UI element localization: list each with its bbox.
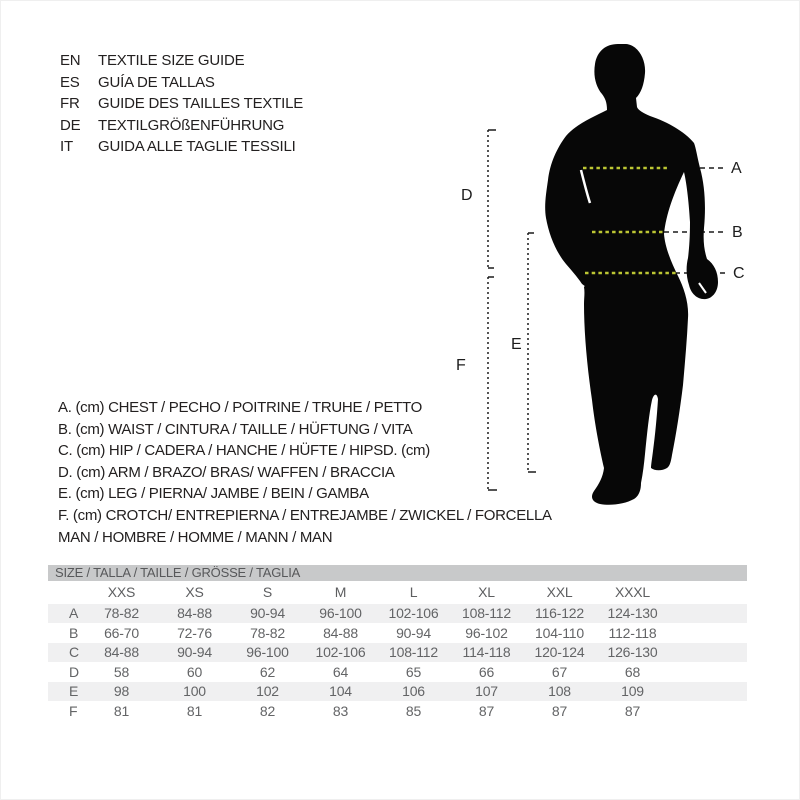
table-cell: 62: [259, 663, 276, 680]
guide-title: GUIDA ALLE TAGLIE TESSILI: [98, 138, 296, 155]
table-cell: 102-106: [388, 605, 439, 622]
table-cell: 60: [186, 663, 203, 680]
man-silhouette: [545, 44, 718, 505]
table-cell: 98: [113, 683, 130, 700]
row-label: E: [69, 683, 79, 700]
table-cell: 96-102: [465, 624, 508, 641]
person-type-label: MAN / HOMBRE / HOMME / MANN / MAN: [58, 529, 333, 546]
size-column-header: L: [409, 584, 418, 601]
size-table-title: SIZE / TALLA / TAILLE / GRÖSSE / TAGLIA: [48, 565, 747, 581]
table-cell: 84-88: [177, 605, 212, 622]
table-cell: 104: [329, 683, 352, 700]
language-row: [60, 72, 303, 94]
table-cell: 87: [478, 702, 495, 719]
table-cell: 90-94: [396, 624, 431, 641]
table-cell: 126-130: [607, 644, 658, 661]
label-hip-c: C: [733, 265, 745, 282]
guide-title: TEXTILE SIZE GUIDE: [98, 52, 245, 69]
table-cell: 112-118: [608, 624, 657, 641]
legend-item-crotch: F. (cm) CROTCH/ ENTREPIERNA / ENTREJAMBE / ZWICKEL / FORCELLA: [58, 506, 552, 524]
measurement-legend: [58, 397, 552, 526]
language-row: [60, 136, 303, 158]
language-row: [60, 115, 303, 137]
legend-item-hip: C. (cm) HIP / CADERA / HANCHE / HÜFTE / HIPSD. (cm): [58, 442, 430, 459]
table-cell: 81: [186, 702, 203, 719]
guide-title: TEXTILGRÖßENFÜHRUNG: [98, 116, 285, 134]
table-cell: 104-110: [535, 624, 584, 641]
table-cell: 67: [551, 663, 568, 680]
language-code: ES: [60, 73, 80, 91]
table-cell: 84-88: [323, 624, 358, 641]
table-cell: 84-88: [104, 644, 139, 661]
table-cell: 90-94: [177, 644, 212, 661]
size-column-header-row: [48, 581, 747, 604]
row-label: F: [69, 702, 78, 719]
legend-item-arm: D. (cm) ARM / BRAZO/ BRAS/ WAFFEN / BRACCIA: [58, 463, 395, 481]
size-column-header: XS: [185, 584, 204, 601]
table-row: [48, 682, 747, 702]
table-cell: 72-76: [177, 624, 212, 641]
row-label: B: [69, 624, 79, 641]
label-chest-a: A: [731, 160, 742, 177]
size-column-header: XXXL: [615, 584, 650, 601]
legend-item-waist: B. (cm) WAIST / CINTURA / TAILLE / HÜFTUNG / VITA: [58, 420, 413, 438]
table-cell: 90-94: [250, 605, 285, 622]
table-cell: 58: [113, 663, 130, 680]
table-row: [48, 643, 747, 663]
legend-item-leg: E. (cm) LEG / PIERNA/ JAMBE / BEIN / GAMBA: [58, 485, 369, 502]
legend-item-chest: A. (cm) CHEST / PECHO / POITRINE / TRUHE / PETTO: [58, 399, 422, 416]
language-code: FR: [60, 95, 80, 112]
table-cell: 106: [402, 683, 425, 700]
table-cell: 109: [621, 683, 644, 700]
guide-title: GUÍA DE TALLAS: [98, 73, 215, 91]
language-title-list: [60, 50, 303, 158]
table-cell: 66-70: [104, 624, 139, 641]
language-code: EN: [60, 52, 81, 69]
table-cell: 108-112: [462, 605, 511, 622]
table-row: [48, 623, 747, 643]
row-label: C: [69, 644, 79, 661]
table-cell: 66: [478, 663, 495, 680]
label-crotch-f: F: [456, 357, 466, 374]
table-cell: 102-106: [315, 644, 366, 661]
table-cell: 108: [548, 683, 571, 700]
row-label: A: [69, 605, 79, 622]
table-cell: 87: [551, 702, 568, 719]
table-cell: 83: [332, 702, 349, 719]
table-cell: 116-122: [535, 605, 584, 622]
table-row: [48, 701, 747, 721]
size-table: [48, 565, 747, 721]
table-cell: 96-100: [246, 644, 289, 661]
table-cell: 120-124: [534, 644, 585, 661]
size-column-header: S: [262, 584, 273, 601]
language-code: IT: [60, 138, 73, 155]
language-row: [60, 93, 303, 115]
language-row: [60, 50, 303, 72]
language-code: DE: [60, 116, 81, 134]
table-cell: 65: [405, 663, 422, 680]
table-cell: 85: [405, 702, 422, 719]
table-cell: 64: [332, 663, 349, 680]
table-cell: 100: [183, 683, 206, 700]
table-cell: 108-112: [389, 644, 438, 661]
table-cell: 87: [624, 702, 641, 719]
size-column-header: M: [334, 584, 347, 601]
table-cell: 78-82: [104, 605, 139, 622]
table-row: [48, 604, 747, 624]
label-leg-e: E: [511, 336, 522, 353]
size-column-header: XL: [478, 584, 495, 601]
table-cell: 82: [259, 702, 276, 719]
size-column-header: XXS: [107, 584, 136, 601]
table-cell: 81: [113, 702, 130, 719]
table-cell: 78-82: [250, 624, 285, 641]
size-column-header: XXL: [546, 584, 573, 601]
table-cell: 68: [624, 663, 641, 680]
row-label: D: [69, 663, 79, 680]
table-cell: 114-118: [462, 644, 511, 661]
label-arm-d: D: [461, 187, 473, 204]
table-cell: 107: [475, 683, 498, 700]
label-waist-b: B: [732, 224, 743, 241]
guide-title: GUIDE DES TAILLES TEXTILE: [98, 95, 304, 112]
table-cell: 124-130: [607, 605, 658, 622]
table-row: [48, 662, 747, 682]
table-cell: 102: [256, 683, 279, 700]
table-cell: 96-100: [319, 605, 362, 622]
